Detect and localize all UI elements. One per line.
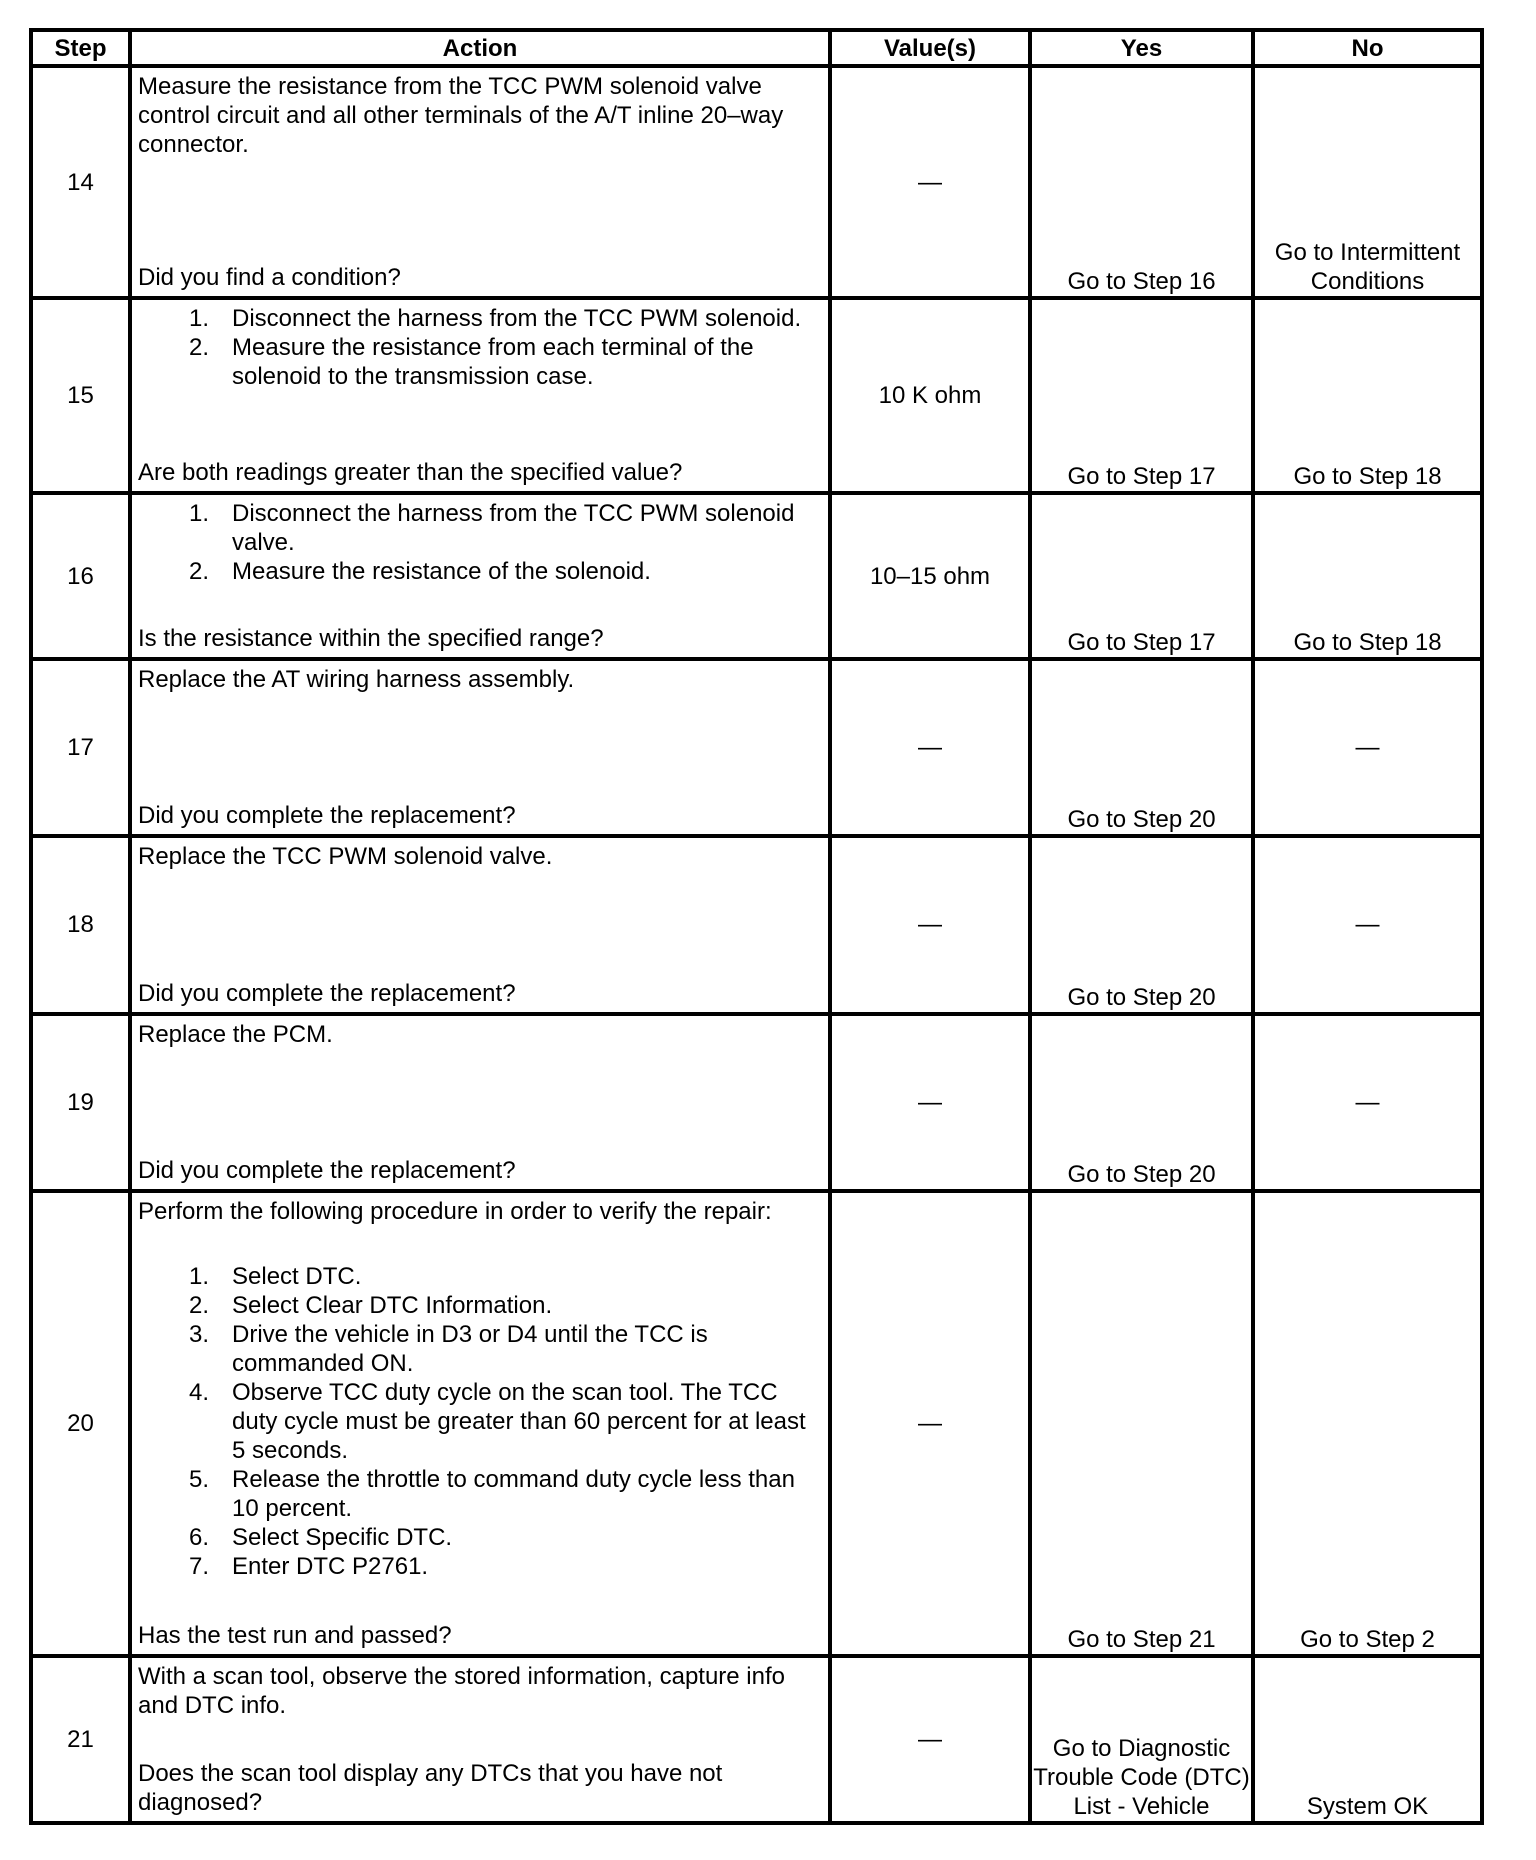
- list-item: 4. Observe TCC duty cycle on the scan tool. The TCC duty cycle must be greater than 60 percent for at least 5 seconds.: [188, 1378, 806, 1464]
- action-cell: [130, 836, 830, 1013]
- list-item: 1. Select DTC.: [188, 1262, 362, 1290]
- value-cell: —: [830, 836, 1030, 1013]
- action-cell: [130, 1014, 830, 1191]
- no-cell: Go to Step 2: [1253, 1191, 1482, 1656]
- step-number: 15: [31, 298, 130, 493]
- value-cell: —: [830, 659, 1030, 836]
- yes-cell: Go to Step 17: [1030, 298, 1253, 493]
- procedure-list: [138, 499, 822, 586]
- yes-cell: Go to Step 21: [1030, 1191, 1253, 1656]
- step-number: 16: [31, 493, 130, 659]
- yes-cell: Go to Step 17: [1030, 493, 1253, 659]
- value-cell: —: [830, 1191, 1030, 1656]
- step-number: 19: [31, 1014, 130, 1191]
- list-item: 6. Select Specific DTC.: [188, 1523, 453, 1551]
- header-action: Action: [130, 30, 830, 66]
- yes-cell: Go to Step 20: [1030, 1014, 1253, 1191]
- table-row: [31, 836, 1482, 1013]
- list-item: 2. Measure the resistance of the solenoid.: [188, 558, 651, 586]
- action-cell: [130, 659, 830, 836]
- header-step: Step: [31, 30, 130, 66]
- list-item: 2. Select Clear DTC Information.: [188, 1291, 553, 1319]
- step-number: 14: [31, 66, 130, 298]
- step-number: 17: [31, 659, 130, 836]
- list-item: 2. Measure the resistance from each terminal of the solenoid to the transmission case.: [188, 334, 754, 391]
- action-text: Measure the resistance from the TCC PWM solenoid valve control circuit and all other terminals of the A/T inline 20–way connector.: [138, 73, 784, 158]
- no-cell: —: [1253, 1014, 1482, 1191]
- yes-cell: Go to Diagnostic Trouble Code (DTC) List - Vehicle: [1030, 1656, 1253, 1823]
- step-number: 18: [31, 836, 130, 1013]
- list-item: 1. Disconnect the harness from the TCC PWM solenoid.: [188, 305, 802, 333]
- step-number: 21: [31, 1656, 130, 1823]
- value-cell: —: [830, 1014, 1030, 1191]
- list-item: 3. Drive the vehicle in D3 or D4 until the TCC is commanded ON.: [188, 1320, 708, 1377]
- list-item: 7. Enter DTC P2761.: [188, 1552, 429, 1580]
- table-row: [31, 493, 1482, 659]
- table-row: [31, 66, 1482, 298]
- procedure-list: [138, 304, 822, 391]
- header-values: Value(s): [830, 30, 1030, 66]
- table-row: [31, 659, 1482, 836]
- action-question: Has the test run and passed?: [138, 1621, 452, 1649]
- action-text: With a scan tool, observe the stored information, capture info and DTC info.: [138, 1662, 786, 1719]
- action-question: Did you complete the replacement?: [138, 802, 516, 830]
- no-cell: Go to Intermittent Conditions: [1253, 66, 1482, 298]
- step-number: 20: [31, 1191, 130, 1656]
- action-text: Replace the TCC PWM solenoid valve.: [138, 843, 553, 871]
- table-row: [31, 1191, 1482, 1656]
- action-cell: [130, 1656, 830, 1823]
- yes-cell: Go to Step 20: [1030, 836, 1253, 1013]
- procedure-list: [138, 1262, 822, 1581]
- action-question: Is the resistance within the specified range?: [138, 625, 604, 653]
- table-row: [31, 298, 1482, 493]
- value-cell: —: [830, 66, 1030, 298]
- value-cell: 10–15 ohm: [830, 493, 1030, 659]
- yes-cell: Go to Step 16: [1030, 66, 1253, 298]
- value-cell: —: [830, 1656, 1030, 1823]
- value-cell: 10 K ohm: [830, 298, 1030, 493]
- no-cell: Go to Step 18: [1253, 493, 1482, 659]
- no-cell: —: [1253, 659, 1482, 836]
- list-item: 5. Release the throttle to command duty cycle less than 10 percent.: [188, 1465, 795, 1522]
- diagnostic-table: [29, 28, 1484, 1825]
- action-cell: [130, 493, 830, 659]
- action-question: Does the scan tool display any DTCs that you have not diagnosed?: [138, 1760, 723, 1816]
- header-yes: Yes: [1030, 30, 1253, 66]
- header-no: No: [1253, 30, 1482, 66]
- action-cell: [130, 298, 830, 493]
- action-question: Did you complete the replacement?: [138, 1156, 516, 1184]
- yes-cell: Go to Step 20: [1030, 659, 1253, 836]
- list-item: 1. Disconnect the harness from the TCC PWM solenoid valve.: [188, 500, 795, 557]
- action-cell: [130, 1191, 830, 1656]
- table-row: [31, 1656, 1482, 1823]
- action-text: Replace the AT wiring harness assembly.: [138, 666, 575, 694]
- table-row: [31, 1014, 1482, 1191]
- action-cell: [130, 66, 830, 298]
- header-row: [31, 30, 1482, 66]
- no-cell: Go to Step 18: [1253, 298, 1482, 493]
- action-question: Did you find a condition?: [138, 264, 401, 292]
- no-cell: —: [1253, 836, 1482, 1013]
- action-question: Did you complete the replacement?: [138, 979, 516, 1007]
- no-cell: System OK: [1253, 1656, 1482, 1823]
- action-text: Perform the following procedure in order to verify the repair:: [138, 1197, 772, 1225]
- action-text: Replace the PCM.: [138, 1020, 333, 1048]
- action-question: Are both readings greater than the specified value?: [138, 459, 683, 487]
